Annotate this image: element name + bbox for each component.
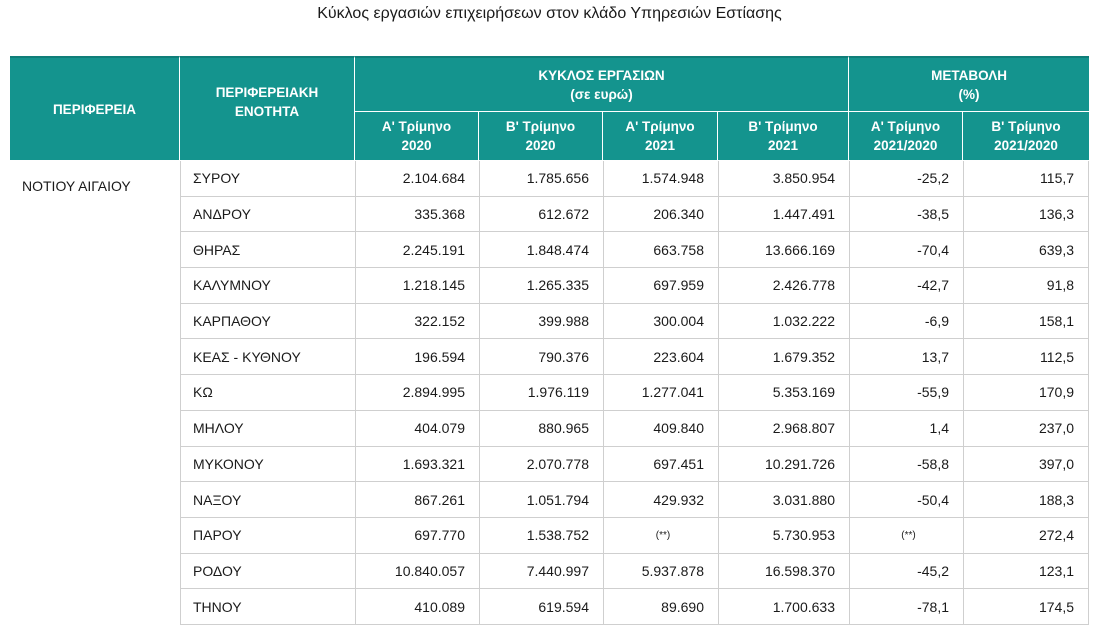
cell-q1-2021: 89.690 bbox=[603, 589, 718, 625]
cell-q2-2021: 2.968.807 bbox=[718, 411, 849, 447]
cell-q1-2020: 322.152 bbox=[355, 304, 479, 340]
unit-cell: ΤΗΝΟΥ bbox=[180, 589, 355, 625]
unit-cell: ΑΝΔΡΟΥ bbox=[180, 197, 355, 233]
cell-q1-2021: (**) bbox=[603, 518, 718, 554]
cell-change-q1: -58,8 bbox=[849, 447, 963, 483]
cell-q2-2020: 1.265.335 bbox=[479, 268, 603, 304]
cell-change-q1: -42,7 bbox=[849, 268, 963, 304]
cell-q1-2021: 300.004 bbox=[603, 304, 718, 340]
cell-change-q1: -25,2 bbox=[849, 161, 963, 197]
unit-cell: ΝΑΞΟΥ bbox=[180, 482, 355, 518]
col-header-q1-2021: Α' Τρίμηνο 2021 bbox=[603, 112, 718, 161]
cell-change-q2: 397,0 bbox=[963, 447, 1089, 483]
cell-q1-2020: 2.104.684 bbox=[355, 161, 479, 197]
unit-cell: ΘΗΡΑΣ bbox=[180, 232, 355, 268]
cell-change-q1: -78,1 bbox=[849, 589, 963, 625]
cell-q2-2021: 3.850.954 bbox=[718, 161, 849, 197]
cell-q2-2020: 790.376 bbox=[479, 339, 603, 375]
cell-q2-2020: 1.785.656 bbox=[479, 161, 603, 197]
cell-change-q1: -6,9 bbox=[849, 304, 963, 340]
cell-q1-2020: 1.693.321 bbox=[355, 447, 479, 483]
cell-change-q2: 112,5 bbox=[963, 339, 1089, 375]
cell-change-q1: 1,4 bbox=[849, 411, 963, 447]
cell-q2-2020: 612.672 bbox=[479, 197, 603, 233]
cell-change-q2: 188,3 bbox=[963, 482, 1089, 518]
cell-q2-2021: 1.679.352 bbox=[718, 339, 849, 375]
unit-cell: ΡΟΔΟΥ bbox=[180, 554, 355, 590]
cell-change-q1: (**) bbox=[849, 518, 963, 554]
cell-q2-2021: 10.291.726 bbox=[718, 447, 849, 483]
cell-q2-2020: 7.440.997 bbox=[479, 554, 603, 590]
cell-change-q1: -45,2 bbox=[849, 554, 963, 590]
cell-change-q2: 115,7 bbox=[963, 161, 1089, 197]
cell-change-q2: 272,4 bbox=[963, 518, 1089, 554]
cell-q2-2021: 13.666.169 bbox=[718, 232, 849, 268]
cell-q1-2021: 1.277.041 bbox=[603, 375, 718, 411]
cell-q1-2020: 2.245.191 bbox=[355, 232, 479, 268]
unit-cell: ΜΗΛΟΥ bbox=[180, 411, 355, 447]
cell-change-q1: -70,4 bbox=[849, 232, 963, 268]
table-header bbox=[10, 56, 1089, 161]
cell-q1-2020: 1.218.145 bbox=[355, 268, 479, 304]
cell-q1-2021: 5.937.878 bbox=[603, 554, 718, 590]
cell-q1-2020: 404.079 bbox=[355, 411, 479, 447]
cell-q2-2020: 1.538.752 bbox=[479, 518, 603, 554]
cell-change-q1: 13,7 bbox=[849, 339, 963, 375]
cell-q2-2020: 1.848.474 bbox=[479, 232, 603, 268]
unit-cell: ΣΥΡΟΥ bbox=[180, 161, 355, 197]
unit-cell: ΚΕΑΣ - ΚΥΘΝΟΥ bbox=[180, 339, 355, 375]
cell-q2-2021: 5.730.953 bbox=[718, 518, 849, 554]
cell-q2-2021: 5.353.169 bbox=[718, 375, 849, 411]
cell-q1-2020: 196.594 bbox=[355, 339, 479, 375]
cell-change-q1: -38,5 bbox=[849, 197, 963, 233]
cell-q1-2021: 1.574.948 bbox=[603, 161, 718, 197]
cell-change-q2: 91,8 bbox=[963, 268, 1089, 304]
cell-q2-2021: 16.598.370 bbox=[718, 554, 849, 590]
cell-change-q1: -50,4 bbox=[849, 482, 963, 518]
cell-q1-2020: 335.368 bbox=[355, 197, 479, 233]
cell-q1-2021: 223.604 bbox=[603, 339, 718, 375]
cell-q1-2021: 429.932 bbox=[603, 482, 718, 518]
cell-q1-2021: 409.840 bbox=[603, 411, 718, 447]
col-header-change-q1: Α' Τρίμηνο 2021/2020 bbox=[849, 112, 963, 161]
cell-q2-2021: 1.700.633 bbox=[718, 589, 849, 625]
col-header-q2-2020: Β' Τρίμηνο 2020 bbox=[479, 112, 603, 161]
cell-change-q2: 136,3 bbox=[963, 197, 1089, 233]
region-cell: ΝΟΤΙΟΥ ΑΙΓΑΙΟΥ bbox=[22, 178, 131, 194]
col-header-q1-2020: Α' Τρίμηνο 2020 bbox=[355, 112, 479, 161]
cell-change-q2: 639,3 bbox=[963, 232, 1089, 268]
unit-cell: ΜΥΚΟΝΟΥ bbox=[180, 447, 355, 483]
cell-q1-2020: 2.894.995 bbox=[355, 375, 479, 411]
cell-q1-2020: 410.089 bbox=[355, 589, 479, 625]
turnover-table bbox=[10, 56, 1089, 625]
cell-change-q2: 170,9 bbox=[963, 375, 1089, 411]
cell-q2-2020: 880.965 bbox=[479, 411, 603, 447]
cell-q1-2020: 867.261 bbox=[355, 482, 479, 518]
cell-q2-2020: 399.988 bbox=[479, 304, 603, 340]
cell-q2-2021: 3.031.880 bbox=[718, 482, 849, 518]
cell-q2-2021: 1.032.222 bbox=[718, 304, 849, 340]
page-title: Κύκλος εργασιών επιχειρήσεων στον κλάδο Υπηρεσιών Εστίασης bbox=[317, 5, 782, 22]
cell-change-q2: 237,0 bbox=[963, 411, 1089, 447]
col-header-q2-2021: Β' Τρίμηνο 2021 bbox=[718, 112, 849, 161]
cell-q1-2020: 10.840.057 bbox=[355, 554, 479, 590]
cell-change-q2: 123,1 bbox=[963, 554, 1089, 590]
cell-change-q2: 174,5 bbox=[963, 589, 1089, 625]
cell-q1-2020: 697.770 bbox=[355, 518, 479, 554]
unit-cell: ΚΑΡΠΑΘΟΥ bbox=[180, 304, 355, 340]
turnover-header: ΚΥΚΛΟΣ ΕΡΓΑΣΙΩΝ (σε ευρώ) bbox=[355, 56, 849, 112]
cell-change-q1: -55,9 bbox=[849, 375, 963, 411]
cell-q1-2021: 206.340 bbox=[603, 197, 718, 233]
cell-q1-2021: 697.451 bbox=[603, 447, 718, 483]
unit-cell: ΠΑΡΟΥ bbox=[180, 518, 355, 554]
cell-q2-2021: 2.426.778 bbox=[718, 268, 849, 304]
cell-q2-2020: 1.976.119 bbox=[479, 375, 603, 411]
unit-header: ΠΕΡΙΦΕΡΕΙΑΚΗ ΕΝΟΤΗΤΑ bbox=[180, 56, 355, 161]
cell-change-q2: 158,1 bbox=[963, 304, 1089, 340]
cell-q2-2020: 1.051.794 bbox=[479, 482, 603, 518]
cell-q2-2020: 2.070.778 bbox=[479, 447, 603, 483]
cell-q2-2021: 1.447.491 bbox=[718, 197, 849, 233]
unit-cell: ΚΩ bbox=[180, 375, 355, 411]
region-header: ΠΕΡΙΦΕΡΕΙΑ bbox=[10, 56, 180, 161]
cell-q1-2021: 697.959 bbox=[603, 268, 718, 304]
change-header: ΜΕΤΑΒΟΛΗ (%) bbox=[849, 56, 1089, 112]
table-row bbox=[10, 161, 1089, 197]
cell-q1-2021: 663.758 bbox=[603, 232, 718, 268]
cell-q2-2020: 619.594 bbox=[479, 589, 603, 625]
unit-cell: ΚΑΛΥΜΝΟΥ bbox=[180, 268, 355, 304]
table-body bbox=[10, 161, 1089, 625]
col-header-change-q2: Β' Τρίμηνο 2021/2020 bbox=[963, 112, 1089, 161]
